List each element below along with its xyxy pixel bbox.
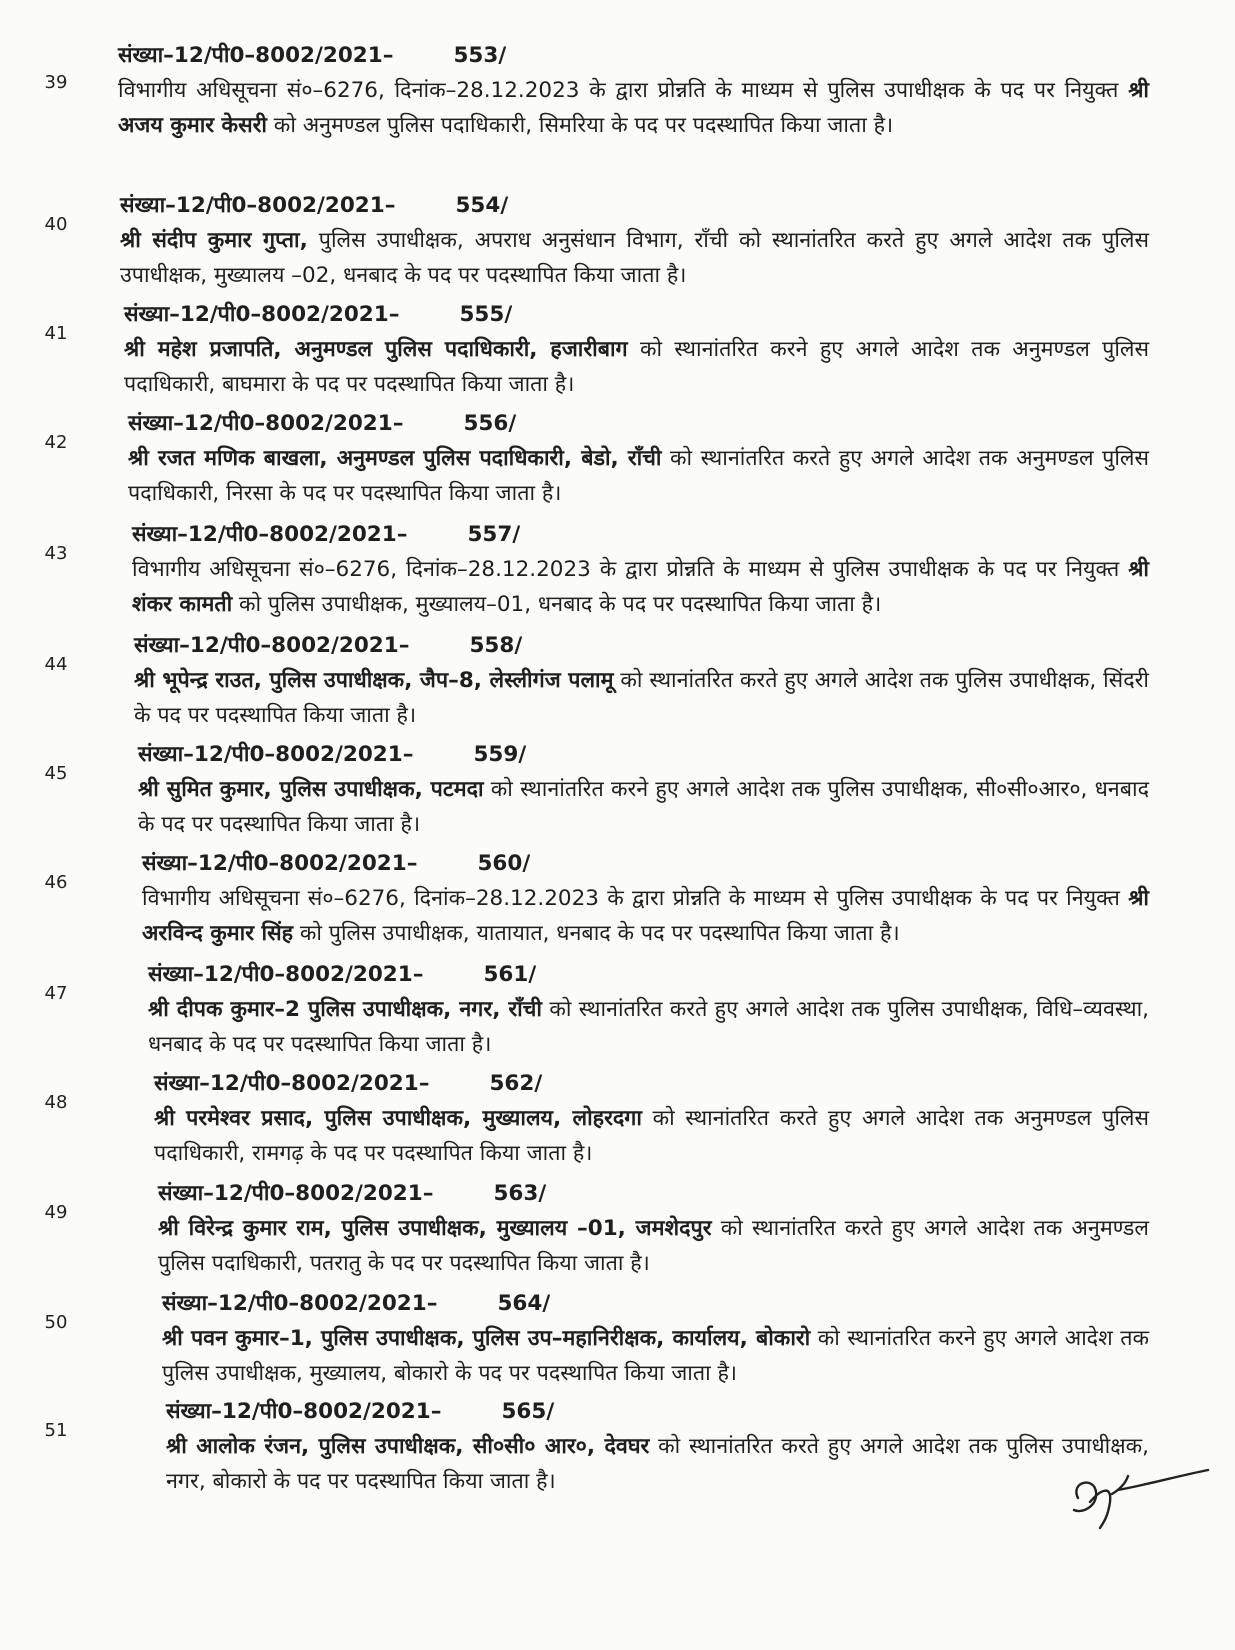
- entry-number: 45: [44, 763, 68, 784]
- officer-name: श्री महेश प्रजापति, अनुमण्डल पुलिस पदाधिकारी, हजारीबाग: [124, 337, 628, 362]
- signature: [1060, 1462, 1210, 1532]
- entry-text: [154, 1066, 1149, 1171]
- order-number: 565/: [501, 1399, 555, 1424]
- entry-text: [124, 297, 1149, 402]
- reference-number: संख्या–12/पी0–8002/2021–: [148, 962, 424, 987]
- reference-number: संख्या–12/पी0–8002/2021–: [142, 851, 418, 876]
- entry-number: 44: [44, 654, 68, 675]
- entry-text: [158, 1176, 1149, 1281]
- entry-text: [148, 957, 1149, 1062]
- entry-text: [142, 846, 1149, 951]
- order-number: 556/: [463, 411, 517, 436]
- entry-text: [120, 188, 1149, 293]
- order-number: 554/: [455, 193, 509, 218]
- officer-name: श्री अजय कुमार केसरी: [118, 78, 1149, 138]
- order-number: 559/: [473, 742, 527, 767]
- entry-number: 41: [44, 323, 68, 344]
- entry-number: 50: [44, 1312, 68, 1333]
- reference-number: संख्या–12/पी0–8002/2021–: [120, 193, 396, 218]
- officer-name: श्री आलोक रंजन, पुलिस उपाधीक्षक, सी०सी० आर०, देवघर: [166, 1434, 650, 1459]
- officer-name: श्री अरविन्द कुमार सिंह: [142, 886, 1149, 946]
- entry-text: [134, 628, 1149, 733]
- entry-post: को स्थानांतरित करते हुए अगले आदेश तक अनुमण्डल पुलिस पदाधिकारी, निरसा के पद पर पदस्थापित किया जाता है।: [128, 446, 1150, 506]
- entry-number: 47: [44, 983, 68, 1004]
- entry-post: पुलिस उपाधीक्षक, अपराध अनुसंधान विभाग, राँची को स्थानांतरित करते हुए अगले आदेश तक पुलिस उपाधीक्षक, मुख्यालय –02, धनबाद के पद पर पदस्थापित किया जाता है।: [120, 228, 1149, 288]
- entry-post: को स्थानांतरित करते हुए अगले आदेश तक पुलिस उपाधीक्षक, नगर, बोकारो के पद पर पदस्थापित किया जाता है।: [166, 1434, 1149, 1494]
- entry-number: 46: [44, 872, 68, 893]
- reference-number: संख्या–12/पी0–8002/2021–: [124, 302, 400, 327]
- order-number: 561/: [483, 962, 537, 987]
- entry-post: को पुलिस उपाधीक्षक, मुख्यालय–01, धनबाद के पद पर पदस्थापित किया जाता है।: [232, 592, 882, 617]
- order-number: 557/: [467, 522, 521, 547]
- entry-number: 39: [44, 72, 68, 93]
- order-number: 563/: [493, 1181, 547, 1206]
- entry-post: को स्थानांतरित करते हुए अगले आदेश तक पुलिस उपाधीक्षक, विधि–व्यवस्था, धनबाद के पद पर पदस्थापित किया जाता है।: [148, 997, 1149, 1057]
- entry-post: को स्थानांतरित करते हुए अगले आदेश तक अनुमण्डल पुलिस पदाधिकारी, पतरातु के पद पर पदस्थापित किया जाता है।: [158, 1216, 1149, 1276]
- officer-name: श्री शंकर कामती: [132, 557, 1149, 617]
- officer-name: श्री विरेन्द्र कुमार राम, पुलिस उपाधीक्षक, मुख्यालय –01, जमशेदपुर: [158, 1216, 712, 1241]
- officer-name: श्री दीपक कुमार–2 पुलिस उपाधीक्षक, नगर, राँची: [148, 997, 542, 1022]
- officer-name: श्री परमेश्वर प्रसाद, पुलिस उपाधीक्षक, मुख्यालय, लोहरदगा: [154, 1106, 642, 1131]
- order-number: 553/: [453, 43, 507, 68]
- order-number: 558/: [469, 633, 523, 658]
- entry-pre: विभागीय अधिसूचना सं०–6276, दिनांक–28.12.2023 के द्वारा प्रोन्नति के माध्यम से पुलिस उपाधीक्षक के पद पर नियुक्त: [132, 557, 1129, 582]
- reference-number: संख्या–12/पी0–8002/2021–: [154, 1071, 430, 1096]
- order-number: 564/: [497, 1291, 551, 1316]
- reference-number: संख्या–12/पी0–8002/2021–: [162, 1291, 438, 1316]
- order-number: 562/: [489, 1071, 543, 1096]
- entry-number: 42: [44, 432, 68, 453]
- entry-number: 40: [44, 214, 68, 235]
- entry-number: 43: [44, 543, 68, 564]
- entry-post: को स्थानांतरित करते हुए अगले आदेश तक पुलिस उपाधीक्षक, सिंदरी के पद पर पदस्थापित किया जाता है।: [134, 668, 1149, 728]
- entry-text: [132, 517, 1149, 622]
- entry-post: को स्थानांतरित करने हुए अगले आदेश तक पुलिस उपाधीक्षक, मुख्यालय, बोकारो के पद पर पदस्थापित किया जाता है।: [162, 1326, 1149, 1386]
- entry-post: को स्थानांतरित करने हुए अगले आदेश तक पुलिस उपाधीक्षक, सी०सी०आर०, धनबाद के पद पर पदस्थापित किया जाता है।: [138, 777, 1150, 837]
- officer-name: श्री पवन कुमार–1, पुलिस उपाधीक्षक, पुलिस उप–महानिरीक्षक, कार्यालय, बोकारो: [162, 1326, 811, 1351]
- officer-name: श्री संदीप कुमार गुप्ता,: [120, 228, 308, 253]
- order-number: 560/: [477, 851, 531, 876]
- reference-number: संख्या–12/पी0–8002/2021–: [138, 742, 414, 767]
- entry-text: [162, 1286, 1149, 1391]
- entry-post: को पुलिस उपाधीक्षक, यातायात, धनबाद के पद पर पदस्थापित किया जाता है।: [293, 921, 900, 946]
- reference-number: संख्या–12/पी0–8002/2021–: [158, 1181, 434, 1206]
- entry-number: 51: [44, 1420, 68, 1441]
- entry-text: [128, 406, 1149, 511]
- order-number: 555/: [459, 302, 513, 327]
- entry-post: को स्थानांतरित करते हुए अगले आदेश तक अनुमण्डल पुलिस पदाधिकारी, रामगढ़ के पद पर पदस्थापित किया जाता है।: [154, 1106, 1150, 1166]
- entry-pre: विभागीय अधिसूचना सं०–6276, दिनांक–28.12.2023 के द्वारा प्रोन्नति के माध्यम से पुलिस उपाधीक्षक के पद पर नियुक्त: [118, 78, 1129, 103]
- entry-number: 48: [44, 1092, 68, 1113]
- officer-name: श्री सुमित कुमार, पुलिस उपाधीक्षक, पटमदा: [138, 777, 484, 802]
- entry-number: 49: [44, 1202, 68, 1223]
- reference-number: संख्या–12/पी0–8002/2021–: [134, 633, 410, 658]
- entry-text: [118, 38, 1149, 143]
- entry-post: को स्थानांतरित करने हुए अगले आदेश तक अनुमण्डल पुलिस पदाधिकारी, बाघमारा के पद पर पदस्थापित किया जाता है।: [124, 337, 1149, 397]
- officer-name: श्री भूपेन्द्र राउत, पुलिस उपाधीक्षक, जैप–8, लेस्लीगंज पलामू: [134, 668, 614, 693]
- entry-pre: विभागीय अधिसूचना सं०–6276, दिनांक–28.12.2023 के द्वारा प्रोन्नति के माध्यम से पुलिस उपाधीक्षक के पद पर नियुक्त: [142, 886, 1129, 911]
- entry-text: [166, 1394, 1149, 1499]
- entry-post: को अनुमण्डल पुलिस पदाधिकारी, सिमरिया के पद पर पदस्थापित किया जाता है।: [266, 113, 894, 138]
- reference-number: संख्या–12/पी0–8002/2021–: [132, 522, 408, 547]
- reference-number: संख्या–12/पी0–8002/2021–: [166, 1399, 442, 1424]
- entry-text: [138, 737, 1149, 842]
- reference-number: संख्या–12/पी0–8002/2021–: [128, 411, 404, 436]
- reference-number: संख्या–12/पी0–8002/2021–: [118, 43, 394, 68]
- officer-name: श्री रजत मणिक बाखला, अनुमण्डल पुलिस पदाधिकारी, बेडो, राँची: [128, 446, 662, 471]
